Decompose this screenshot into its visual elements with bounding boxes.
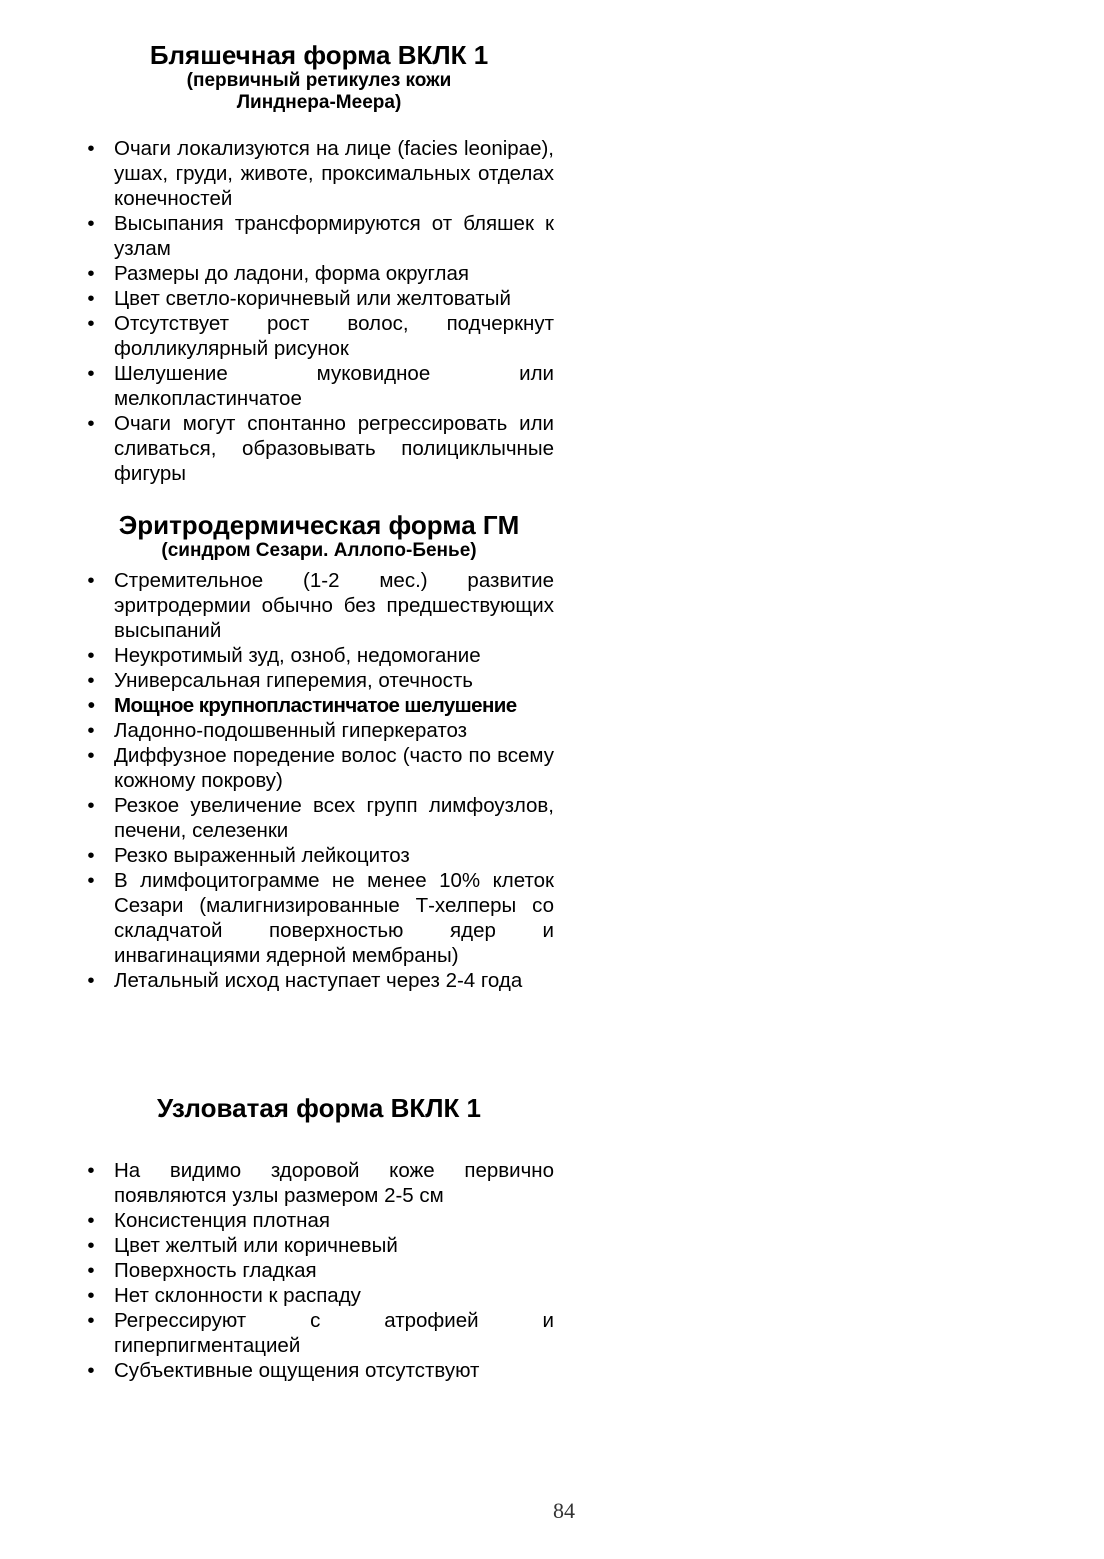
list-item [84, 1308, 554, 1358]
bullet-icon: • [87, 287, 95, 310]
list-item-text: Резкое увеличение всех групп лимфоузлов, печени, селезенки [114, 794, 554, 842]
section-subtitle-line: (первичный ретикулез кожи [186, 70, 452, 91]
list-item-text: Цвет желтый или коричневый [114, 1234, 398, 1257]
bullet-icon: • [87, 794, 95, 817]
bullet-list [84, 568, 554, 993]
bullet-icon: • [87, 1209, 95, 1232]
list-item-text: Очаги могут спонтанно регрессировать или сливаться, образовывать полициклычные фигуры [114, 412, 554, 485]
list-item [84, 718, 554, 743]
list-item-text: Стремительное (1-2 мес.) развитие эритродермии обычно без предшествующих высыпаний [114, 569, 554, 642]
bullet-icon: • [87, 1309, 95, 1332]
bullet-icon: • [87, 412, 95, 435]
list-item-text: Диффузное поредение волос (часто по всему кожному покрову) [114, 744, 554, 792]
list-item [84, 311, 554, 361]
list-item [84, 1258, 554, 1283]
bullet-list [84, 1158, 554, 1383]
list-item-text: Неукротимый зуд, озноб, недомогание [114, 644, 481, 667]
list-item-text: Консистенция плотная [114, 1209, 330, 1232]
list-item [84, 1158, 554, 1208]
section-plaque-form [84, 40, 554, 486]
list-item-text: Размеры до ладони, форма округлая [114, 262, 469, 285]
bullet-icon: • [87, 719, 95, 742]
list-item [84, 743, 554, 793]
list-item-text: Мощное крупнопластинчатое шелушение [114, 694, 517, 717]
list-item-text: Высыпания трансформируются от бляшек к узлам [114, 212, 554, 260]
list-item [84, 286, 554, 311]
bullet-icon: • [87, 312, 95, 335]
list-item [84, 1358, 554, 1383]
list-item-text: Регрессируют с атрофией и гиперпигментацией [114, 1309, 554, 1357]
section-title: Узловатая форма ВКЛК 1 [156, 1093, 482, 1123]
list-item [84, 1233, 554, 1258]
bullet-icon: • [87, 569, 95, 592]
list-item-text: Очаги локализуются на лице (facies leonipae), ушах, груди, животе, проксимальных отделах конечностей [114, 137, 554, 210]
list-item [84, 1208, 554, 1233]
list-item-text: В лимфоцитограмме не менее 10% клеток Сезари (малигнизированные Т-хелперы со складчатой поверхностью ядер и инвагинациями ядерной мембраны) [114, 869, 554, 967]
section-title: Бляшечная форма ВКЛК 1 [149, 40, 489, 70]
bullet-icon: • [87, 669, 95, 692]
list-item-text: Ладонно-подошвенный гиперкератоз [114, 719, 468, 742]
list-item-text: На видимо здоровой коже первично появляются узлы размером 2-5 см [114, 1159, 554, 1207]
bullet-icon: • [87, 969, 95, 992]
list-item [84, 261, 554, 286]
section-subtitle-line: Линднера-Меера) [236, 92, 402, 113]
list-item [84, 568, 554, 643]
list-item [84, 843, 554, 868]
bullet-icon: • [87, 1284, 95, 1307]
bullet-icon: • [87, 1259, 95, 1282]
bullet-icon: • [87, 844, 95, 867]
bullet-icon: • [87, 1234, 95, 1257]
list-item-text: Поверхность гладкая [114, 1259, 317, 1282]
section-subtitle-line: (синдром Сезари. Аллопо-Бенье) [161, 540, 477, 561]
bullet-icon: • [87, 212, 95, 235]
list-item [84, 968, 554, 993]
list-item [84, 211, 554, 261]
list-item-text: Нет склонности к распаду [114, 1284, 361, 1307]
list-item-text: Шелушение муковидное или мелкопластинчатое [114, 362, 554, 410]
list-item [84, 643, 554, 668]
bullet-icon: • [87, 1359, 95, 1382]
list-item [84, 411, 554, 486]
bullet-icon: • [87, 694, 95, 717]
list-item-text: Резко выраженный лейкоцитоз [114, 844, 410, 867]
list-item [84, 868, 554, 968]
list-item [84, 361, 554, 411]
section-erythrodermic-form [84, 510, 554, 993]
page-number: 84 [553, 1498, 575, 1523]
list-item-text: Отсутствует рост волос, подчеркнут фолликулярный рисунок [114, 312, 554, 360]
bullet-icon: • [87, 744, 95, 767]
bullet-icon: • [87, 262, 95, 285]
bullet-icon: • [87, 137, 95, 160]
bullet-list [84, 136, 554, 486]
list-item-text: Универсальная гиперемия, отечность [114, 669, 473, 692]
bullet-icon: • [87, 362, 95, 385]
bullet-icon: • [87, 869, 95, 892]
list-item-text: Летальный исход наступает через 2-4 года [114, 969, 523, 992]
list-item [84, 668, 554, 693]
bullet-icon: • [87, 644, 95, 667]
section-title: Эритродермическая форма ГМ [118, 510, 520, 540]
list-item-text: Субъективные ощущения отсутствуют [114, 1359, 480, 1382]
bullet-icon: • [87, 1159, 95, 1182]
list-item [84, 1283, 554, 1308]
list-item-text: Цвет светло-коричневый или желтоватый [114, 287, 511, 310]
list-item [84, 693, 554, 718]
list-item [84, 793, 554, 843]
section-nodular-form [84, 1093, 554, 1383]
list-item [84, 136, 554, 211]
